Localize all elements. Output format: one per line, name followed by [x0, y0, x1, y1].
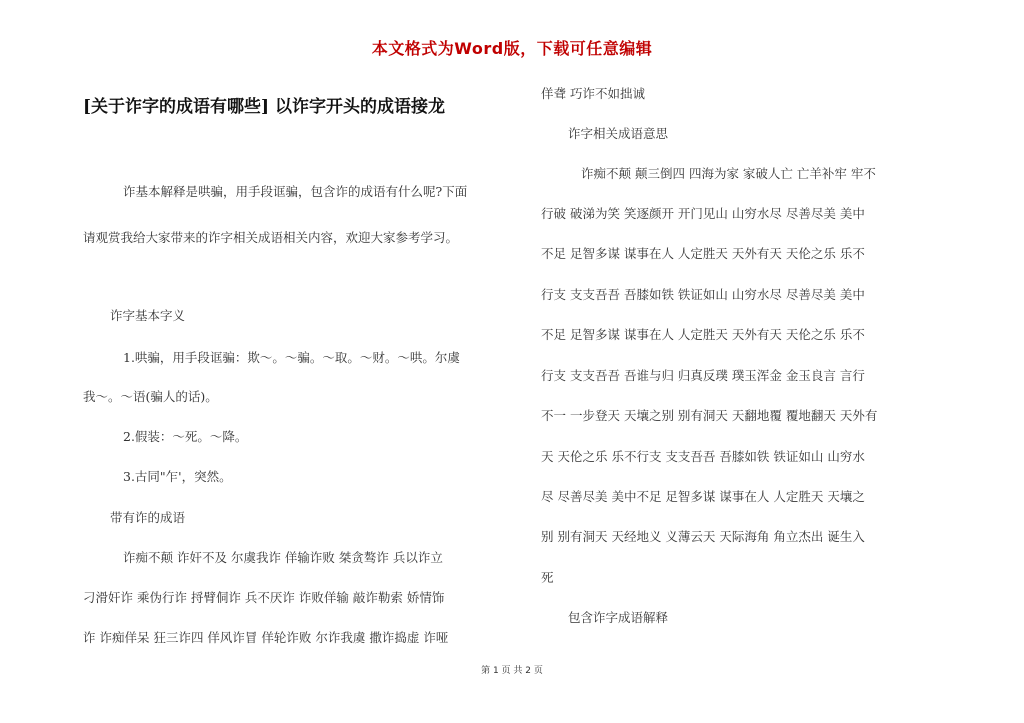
- idiom-list-line: 诈 诈痴佯呆 狂三诈四 佯风诈冒 佯轮诈败 尔诈我虞 撒诈捣虚 诈哑: [83, 630, 449, 645]
- idiom-chain-line: 不足 足智多谋 谋事在人 人定胜天 天外有天 天伦之乐 乐不: [541, 246, 865, 261]
- definition-item: 2.假装：～死。～降。: [123, 429, 248, 444]
- document-title: [关于诈字的成语有哪些] 以诈字开头的成语接龙: [83, 97, 446, 117]
- section-heading-basic-meaning: 诈字基本字义: [110, 308, 186, 323]
- idiom-chain-line: 行支 支支吾吾 吾膝如铁 铁证如山 山穷水尽 尽善尽美 美中: [541, 287, 865, 302]
- section-heading-idiom-meanings: 诈字相关成语意思: [568, 126, 669, 141]
- idiom-chain-line: 尽 尽善尽美 美中不足 足智多谋 谋事在人 人定胜天 天壤之: [541, 489, 865, 504]
- idiom-chain-line: 死: [541, 570, 554, 585]
- idiom-list-line: 诈痴不颠 诈奸不及 尔虞我诈 佯输诈败 桀贪骜诈 兵以诈立: [123, 550, 443, 565]
- idiom-chain-line: 不足 足智多谋 谋事在人 人定胜天 天外有天 天伦之乐 乐不: [541, 327, 865, 342]
- idiom-chain-line: 行破 破涕为笑 笑逐颜开 开门见山 山穷水尽 尽善尽美 美中: [541, 206, 865, 221]
- idiom-list-line: 佯聋 巧诈不如拙诚: [541, 86, 645, 101]
- definition-item: 1.哄骗，用手段诓骗：欺～。～骗。～取。～财。～哄。尔虞: [123, 350, 460, 365]
- idiom-chain-line: 别 别有洞天 天经地义 义薄云天 天际海角 角立杰出 诞生入: [541, 529, 865, 544]
- download-banner: 本文格式为Word版，下载可任意编辑: [371, 39, 653, 58]
- definition-item: 我～。～语(骗人的话)。: [83, 389, 218, 404]
- section-heading-explanations: 包含诈字成语解释: [568, 610, 669, 625]
- idiom-chain-line: 行支 支支吾吾 吾谁与归 归真反璞 璞玉浑金 金玉良言 言行: [541, 368, 865, 383]
- intro-line: 请观赏我给大家带来的诈字相关成语相关内容，欢迎大家参考学习。: [83, 230, 459, 245]
- idiom-chain-line: 诈痴不颠 颠三倒四 四海为家 家破人亡 亡羊补牢 牢不: [581, 166, 876, 181]
- idiom-chain-line: 不一 一步登天 天壤之别 别有洞天 天翻地覆 覆地翻天 天外有: [541, 408, 878, 423]
- section-heading-idioms-with-zha: 带有诈的成语: [110, 510, 186, 525]
- idiom-list-line: 刁滑奸诈 乘伪行诈 捋臂侗诈 兵不厌诈 诈败佯输 敲诈勒索 娇情饰: [83, 590, 445, 605]
- page-number: 第 1 页 共 2 页: [481, 666, 543, 676]
- definition-item: 3.古同"乍'，突然。: [123, 469, 232, 484]
- intro-line: 诈基本解释是哄骗，用手段诓骗，包含诈的成语有什么呢?下面: [123, 184, 468, 199]
- idiom-chain-line: 天 天伦之乐 乐不行支 支支吾吾 吾膝如铁 铁证如山 山穷水: [541, 449, 865, 464]
